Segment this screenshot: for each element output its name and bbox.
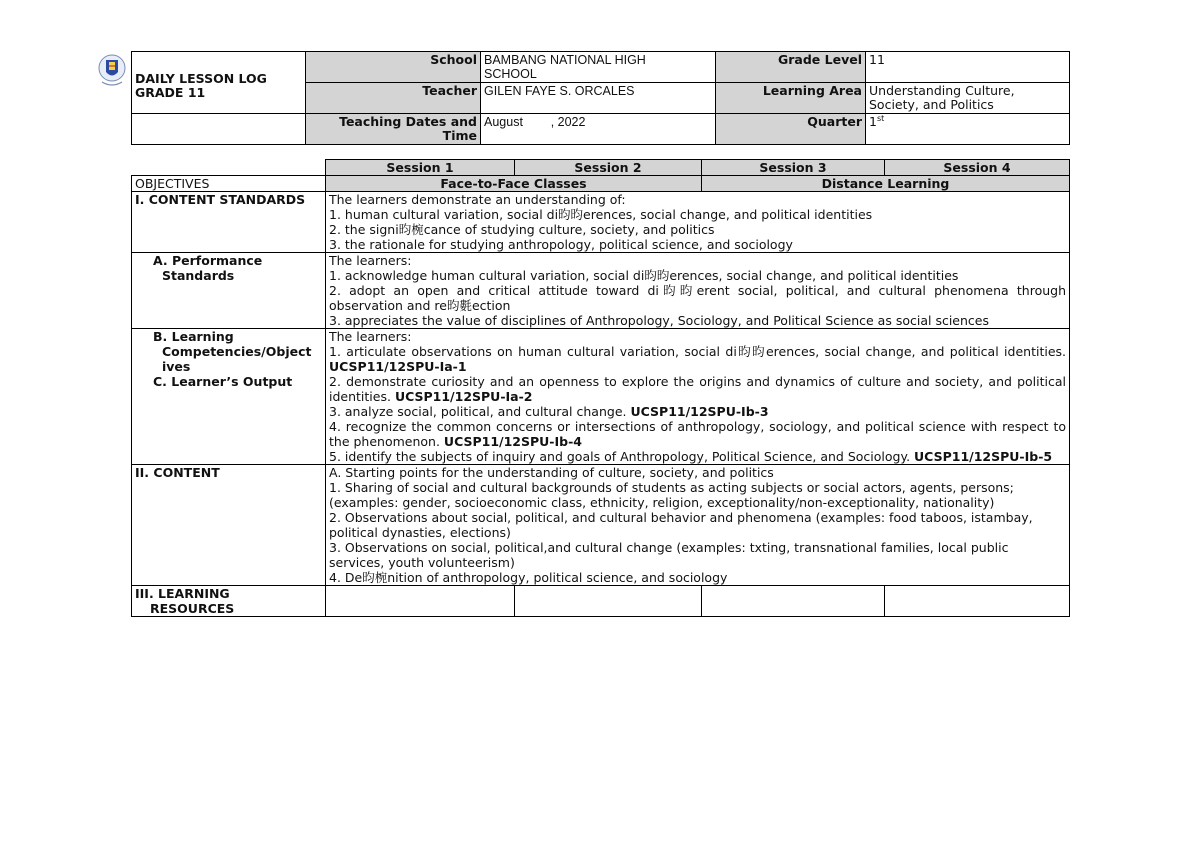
performance-line: 2. adopt an open and critical attitude toward di昀昀erent social, political, and cultural phenomena through observation and re昀氀ection <box>329 283 1066 313</box>
face-to-face-header: Face-to-Face Classes <box>326 176 702 192</box>
competency-code: UCSP11/12SPU-Ib-4 <box>443 434 582 449</box>
school-value <box>481 52 716 83</box>
deped-seal-icon <box>98 52 126 90</box>
log-title <box>132 52 306 114</box>
performance-standards-label <box>132 253 326 329</box>
log-title-line2: GRADE 11 <box>135 85 206 100</box>
learners-output-label: C. Learner’s Output <box>153 374 293 389</box>
grade-level-value: 11 <box>866 52 1070 83</box>
performance-standards-text <box>326 253 1070 329</box>
content-standards-line: 3. the rationale for studying anthropology, political science, and sociology <box>329 237 793 252</box>
session-2-header: Session 2 <box>515 160 702 176</box>
content-standards-line: 1. human cultural variation, social di昀昀erences, social change, and political identities <box>329 207 873 222</box>
learning-area-line2: Society, and Politics <box>869 97 994 112</box>
learning-area-value <box>866 83 1070 114</box>
competency-text: 3. analyze social, political, and cultural change. <box>329 404 627 419</box>
content-label: II. CONTENT <box>132 465 326 586</box>
teaching-dates-text: August , 2022 <box>484 115 586 129</box>
performance-line: 3. appreciates the value of disciplines of Anthropology, Sociology, and Political Science as social sciences <box>329 313 989 328</box>
content-standards-line: 2. the signi昀椀cance of studying culture, society, and politics <box>329 222 715 237</box>
content-line: 4. De昀椀nition of anthropology, political science, and sociology <box>329 570 728 585</box>
header-table <box>131 51 1070 145</box>
competency-item <box>329 374 1066 404</box>
content-line: 3. Observations on social, political,and cultural change (examples: txting, transnational families, local public services, youth volunteerism) <box>329 540 1009 570</box>
performance-label-line1: A. Performance <box>153 253 263 268</box>
resources-session-3-cell <box>702 586 885 617</box>
competency-code: UCSP11/12SPU-Ia-1 <box>329 359 467 374</box>
resources-session-1-cell <box>326 586 515 617</box>
competencies-intro: The learners: <box>329 329 412 344</box>
log-title-line1: DAILY LESSON LOG <box>135 71 267 86</box>
learning-area-label: Learning Area <box>716 83 866 114</box>
objectives-header: OBJECTIVES <box>132 176 326 192</box>
content-standards-text <box>326 192 1070 253</box>
competency-text: 5. identify the subjects of inquiry and goals of Anthropology, Political Science, and Sociology. <box>329 449 911 464</box>
competency-item <box>329 344 1066 374</box>
competency-code: UCSP11/12SPU-Ia-2 <box>394 389 533 404</box>
school-label: School <box>306 52 481 83</box>
learning-resources-label <box>132 586 326 617</box>
competency-text: 2. demonstrate curiosity and an openness to explore the origins and dynamics of culture and society, and political identities. <box>329 374 1066 404</box>
quarter-value <box>866 114 1070 145</box>
performance-label-line2: Standards <box>162 268 235 283</box>
performance-line: 1. acknowledge human cultural variation, social di昀昀erences, social change, and political identities <box>329 268 959 283</box>
content-text <box>326 465 1070 586</box>
teaching-dates-label-line1: Teaching Dates and <box>339 114 477 129</box>
session-1-header: Session 1 <box>326 160 515 176</box>
teaching-dates-label <box>306 114 481 145</box>
competency-code: UCSP11/12SPU-Ib-5 <box>914 449 1053 464</box>
teacher-value: GILEN FAYE S. ORCALES <box>481 83 716 114</box>
competency-item <box>329 419 1066 449</box>
resources-label-line2: RESOURCES <box>150 601 235 616</box>
resources-session-4-cell <box>885 586 1070 617</box>
competency-code: UCSP11/12SPU-Ib-3 <box>630 404 769 419</box>
competencies-label-line2: Competencies/Object <box>162 344 312 359</box>
resources-session-2-cell <box>515 586 702 617</box>
competency-item <box>329 449 1066 464</box>
learning-area-line1: Understanding Culture, <box>869 83 1015 98</box>
performance-line: The learners: <box>329 253 412 268</box>
competencies-label <box>132 329 326 465</box>
content-line: A. Starting points for the understanding of culture, society, and politics <box>329 465 774 480</box>
competencies-label-line1: B. Learning <box>153 329 234 344</box>
competencies-text <box>326 329 1070 465</box>
lesson-table <box>131 159 1070 617</box>
competency-text: 4. recognize the common concerns or intersections of anthropology, sociology, and political science with respect to the phenomenon. <box>329 419 1066 449</box>
teaching-dates-label-line2: Time <box>442 128 477 143</box>
competency-item <box>329 404 1066 419</box>
session-3-header: Session 3 <box>702 160 885 176</box>
resources-label-line1: III. LEARNING <box>135 586 230 601</box>
content-line: 1. Sharing of social and cultural backgrounds of students as acting subjects or social actors, agents, persons; (examples: gender, socioeconomic class, ethnicity, religion, exceptionality/non-exceptionality, nationality) <box>329 480 1014 510</box>
competencies-label-line3: ives <box>162 359 191 374</box>
content-standards-label: I. CONTENT STANDARDS <box>132 192 326 253</box>
content-line: 2. Observations about social, political, and cultural behavior and phenomena (examples: food taboos, istambay, political dynasties, elections) <box>329 510 1033 540</box>
school-value-line1: BAMBANG NATIONAL HIGH <box>484 53 646 67</box>
header-blank-cell <box>132 114 306 145</box>
teacher-label: Teacher <box>306 83 481 114</box>
distance-learning-header: Distance Learning <box>702 176 1070 192</box>
session-corner-cell <box>132 160 326 176</box>
quarter-label: Quarter <box>716 114 866 145</box>
quarter-suffix: st <box>876 113 885 123</box>
grade-level-label: Grade Level <box>716 52 866 83</box>
teaching-dates-value <box>481 114 716 145</box>
session-4-header: Session 4 <box>885 160 1070 176</box>
school-value-line2: SCHOOL <box>484 67 537 81</box>
competency-text: 1. articulate observations on human cultural variation, social di昀昀erences, social change, and political identities. <box>329 344 1066 359</box>
content-standards-line: The learners demonstrate an understanding of: <box>329 192 626 207</box>
quarter-number: 1 <box>869 114 877 129</box>
